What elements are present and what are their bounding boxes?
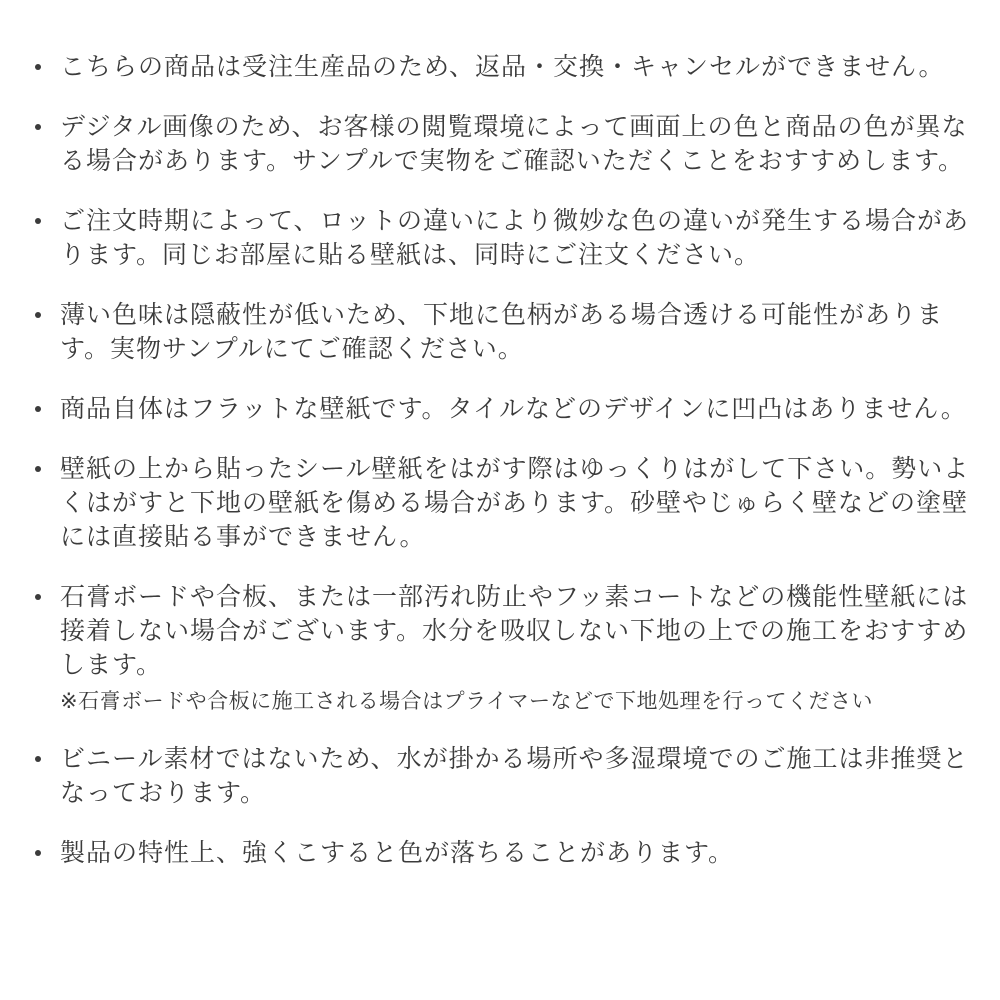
note-body [60, 110, 970, 178]
bullet-icon [35, 594, 41, 600]
note-text: 壁紙の上から貼ったシール壁紙をはがす際はゆっくりはがして下さい。勢いよくはがすと下地の壁紙を傷める場合があります。砂壁やじゅらく壁などの塗壁には直接貼る事ができません。 [60, 455, 970, 551]
list-item [32, 110, 970, 178]
note-body [60, 204, 970, 272]
note-body [60, 580, 970, 716]
note-body [60, 298, 970, 366]
bullet-icon [35, 312, 41, 318]
bullet-icon [35, 64, 41, 70]
list-item [32, 50, 970, 84]
bullet-icon [35, 124, 41, 130]
note-text: 製品の特性上、強くこすると色が落ちることがあります。 [60, 839, 735, 867]
bullet-icon [35, 850, 41, 856]
note-subtext: ※石膏ボードや合板に施工される場合はプライマーなどで下地処理を行ってください [60, 690, 873, 713]
bullet-icon [35, 466, 41, 472]
note-text: こちらの商品は受注生産品のため、返品・交換・キャンセルができません。 [60, 53, 945, 81]
note-text: 石膏ボードや合板、または一部汚れ防止やフッ素コートなどの機能性壁紙には接着しない場合がございます。水分を吸収しない下地の上での施工をおすすめします。 [60, 583, 969, 679]
note-body [60, 836, 970, 870]
list-item [32, 836, 970, 870]
bullet-icon [35, 218, 41, 224]
list-item [32, 580, 970, 716]
note-body [60, 742, 970, 810]
note-text: ビニール素材ではないため、水が掛かる場所や多湿環境でのご施工は非推奨となっております。 [60, 745, 969, 807]
note-body [60, 452, 970, 554]
note-text: 商品自体はフラットな壁紙です。タイルなどのデザインに凹凸はありません。 [60, 395, 967, 423]
note-text: ご注文時期によって、ロットの違いにより微妙な色の違いが発生する場合があります。同じお部屋に貼る壁紙は、同時にご注文ください。 [60, 207, 970, 269]
list-item [32, 392, 970, 426]
note-body [60, 50, 970, 84]
bullet-icon [35, 406, 41, 412]
list-item [32, 452, 970, 554]
list-item [32, 742, 970, 810]
note-body [60, 392, 970, 426]
bullet-icon [35, 756, 41, 762]
list-item [32, 298, 970, 366]
note-text: デジタル画像のため、お客様の閲覧環境によって画面上の色と商品の色が異なる場合があります。サンプルで実物をご確認いただくことをおすすめします。 [60, 113, 968, 175]
note-text: 薄い色味は隠蔽性が低いため、下地に色柄がある場合透ける可能性があります。実物サンプルにてご確認ください。 [60, 301, 944, 363]
list-item [32, 204, 970, 272]
